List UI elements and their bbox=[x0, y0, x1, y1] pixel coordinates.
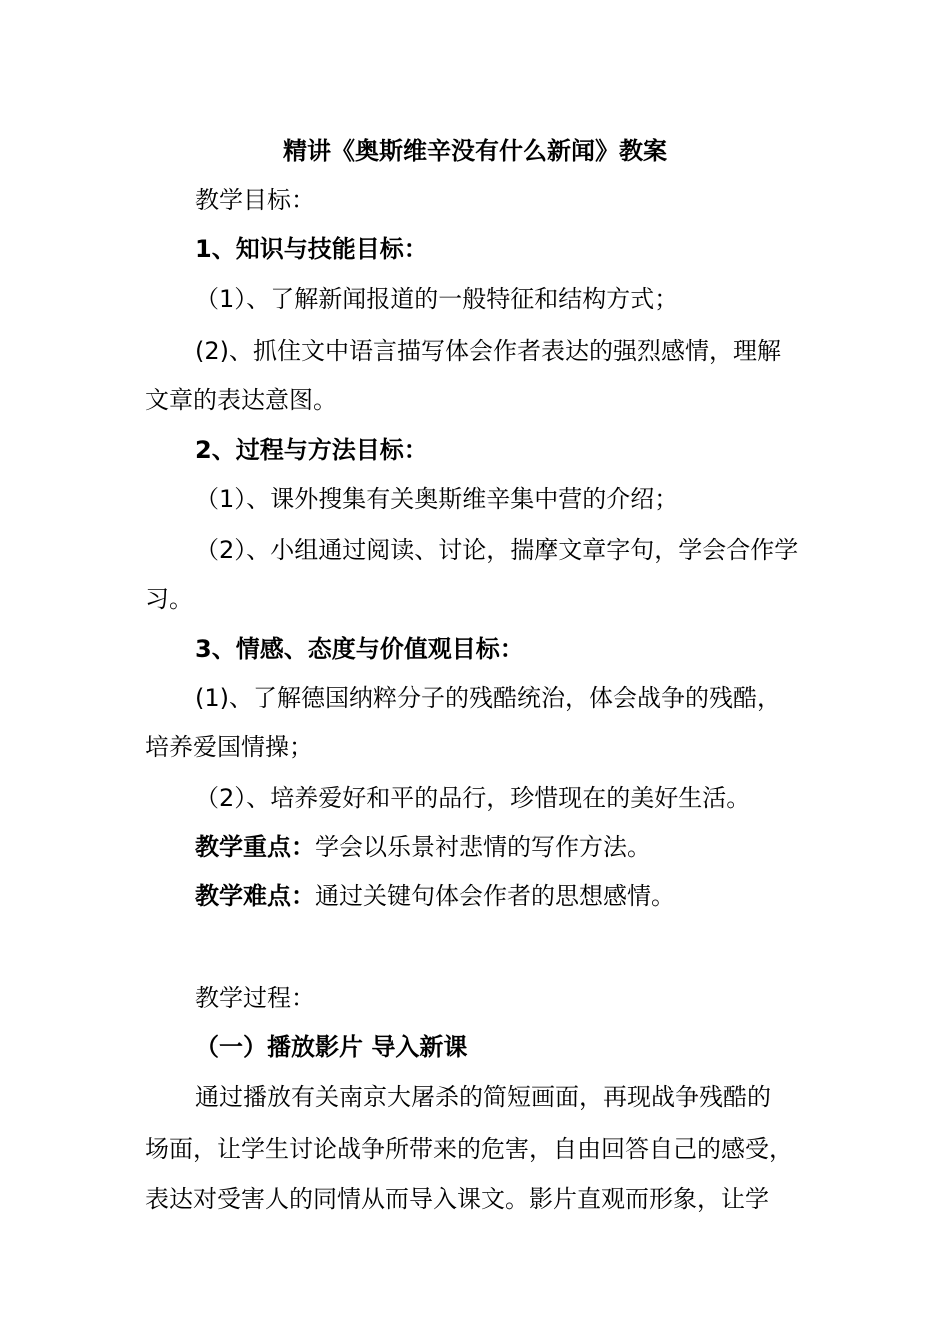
goal3-item1-line2: 培养爱国情操； bbox=[145, 733, 313, 761]
document-title: 精讲《奥斯维辛没有什么新闻》教案 bbox=[283, 137, 667, 165]
goal2-heading: 2、过程与方法目标： bbox=[195, 436, 428, 464]
difficult-point-label: 教学难点： bbox=[195, 882, 315, 910]
goal1-item1: （1）、了解新闻报道的一般特征和结构方式； bbox=[195, 285, 679, 313]
goal2-item2-line1: （2）、小组通过阅读、讨论，揣摩文章字句，学会合作学 bbox=[195, 536, 799, 564]
goals-heading: 教学目标： bbox=[195, 186, 315, 214]
section1-heading: （一）播放影片 导入新课 bbox=[195, 1033, 468, 1061]
goal3-item1-line1: (1)、了解德国纳粹分子的残酷统治，体会战争的残酷， bbox=[195, 684, 781, 712]
difficult-point-text: 通过关键句体会作者的思想感情。 bbox=[315, 882, 675, 910]
key-point-label: 教学重点： bbox=[195, 833, 315, 861]
goal2-item1: （1）、课外搜集有关奥斯维辛集中营的介绍； bbox=[195, 485, 679, 513]
goal2-item2-line2: 习。 bbox=[145, 585, 193, 613]
goal1-item2-line1: (2)、抓住文中语言描写体会作者表达的强烈感情，理解 bbox=[195, 337, 781, 365]
goal3-item2: （2）、培养爱好和平的品行，珍惜现在的美好生活。 bbox=[195, 784, 751, 812]
process-heading: 教学过程： bbox=[195, 984, 315, 1012]
goal1-heading: 1、知识与技能目标： bbox=[195, 235, 428, 263]
section1-para-line1: 通过播放有关南京大屠杀的简短画面，再现战争残酷的 bbox=[195, 1083, 771, 1111]
goal3-heading: 3、情感、态度与价值观目标： bbox=[195, 635, 524, 663]
section1-para-line2: 场面，让学生讨论战争所带来的危害，自由回答自己的感受， bbox=[145, 1135, 793, 1163]
section1-para-line3: 表达对受害人的同情从而导入课文。影片直观而形象，让学 bbox=[145, 1185, 769, 1213]
key-point-text: 学会以乐景衬悲情的写作方法。 bbox=[315, 833, 651, 861]
difficult-point bbox=[195, 880, 860, 912]
goal1-item2-line2: 文章的表达意图。 bbox=[145, 386, 337, 414]
key-point bbox=[195, 831, 860, 863]
